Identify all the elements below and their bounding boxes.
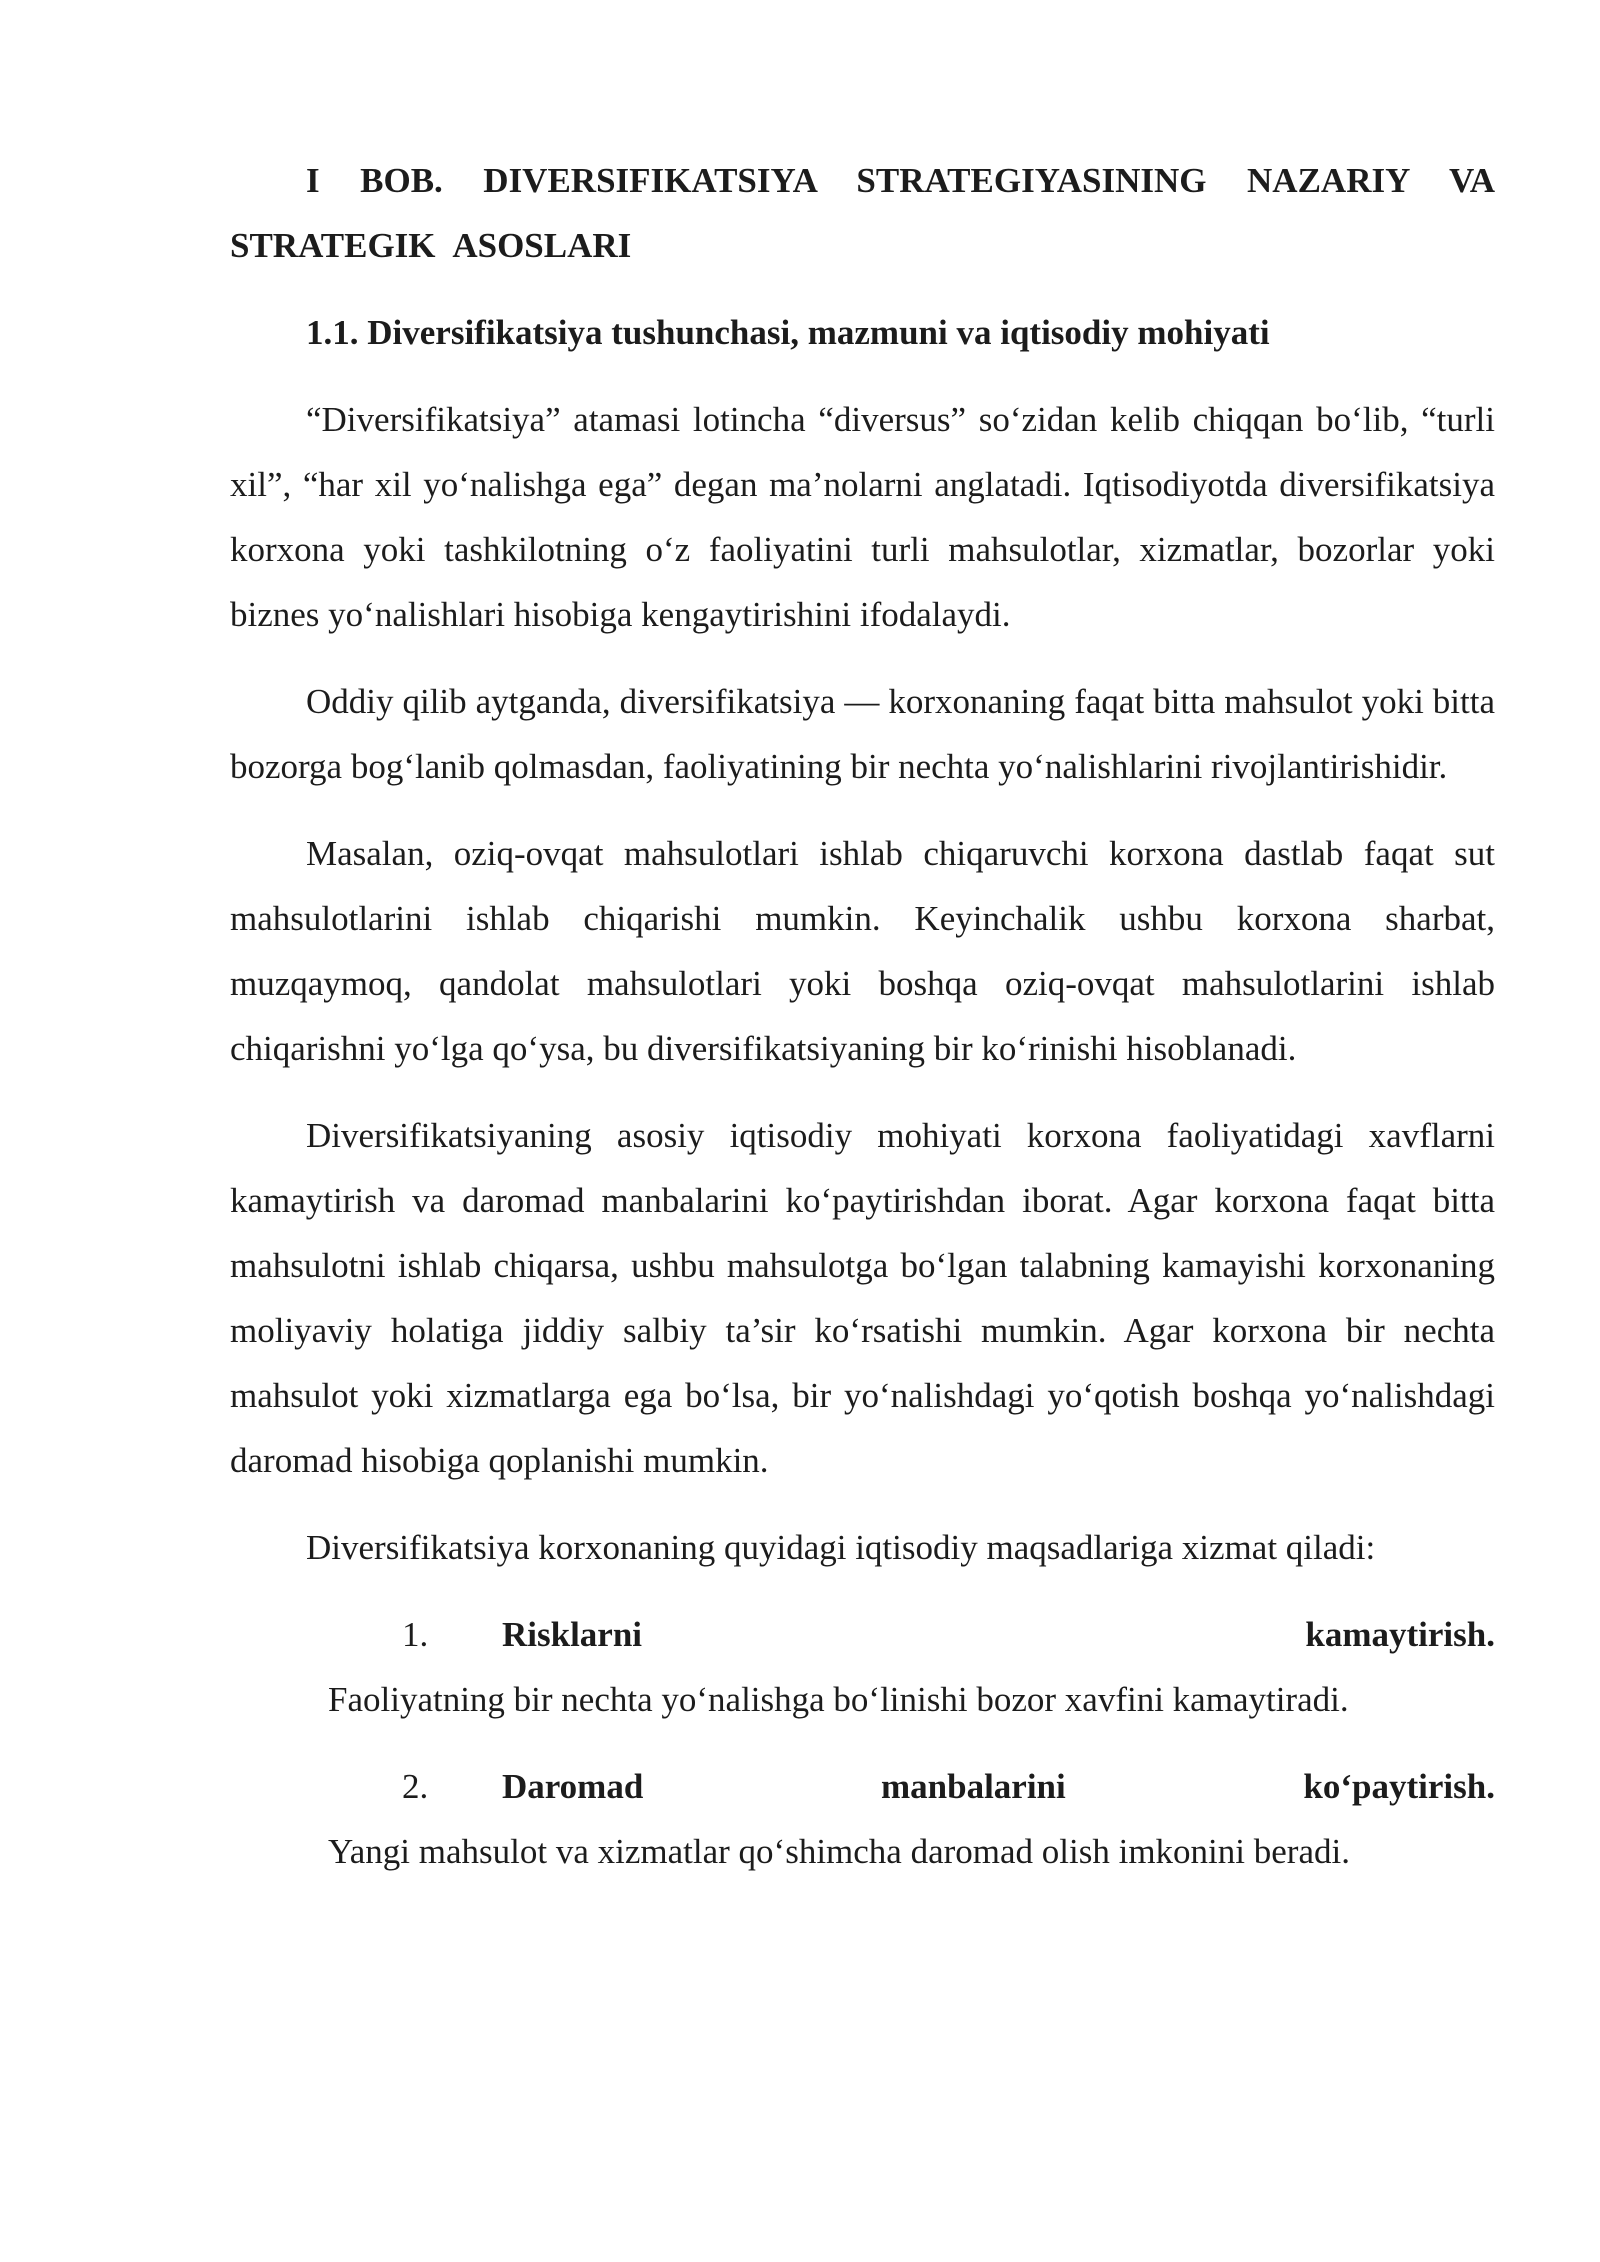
paragraph-goals-intro: Diversifikatsiya korxonaning quyidagi iqtisodiy maqsadlariga xizmat qiladi: [306,1528,1376,1567]
list-item-title-word: ko‘paytirish. [1303,1767,1495,1806]
list-item-title-word: Risklarni [502,1615,643,1654]
document-page [230,148,1495,1906]
list-item-title-word: manbalarini [880,1767,1066,1806]
list-item-income-growth [230,1754,1495,1884]
list-item-number: 1. [402,1615,429,1654]
list-item-risk-reduction [230,1602,1495,1732]
list-item-heading [230,1754,1495,1819]
paragraph-economic-essence: Diversifikatsiyaning asosiy iqtisodiy mohiyati korxona faoliyatidagi xavflarni kamaytirish va daromad manbalarini ko‘paytirishdan iborat. Agar korxona faqat bitta mahsulotni ishlab chiqarsa, ushbu mahsulotga bo‘lgan talabning kamayishi korxonaning moliyaviy holatiga jiddiy salbiy ta’sir ko‘rsatishi mumkin. Agar korxona bir nechta mahsulot yoki xizmatlarga ega bo‘lsa, bir yo‘nalishdagi yo‘qotish boshqa yo‘nalishdagi daromad hisobiga qoplanishi mumkin. [230,1116,1495,1480]
list-item-title-word: kamaytirish. [1305,1615,1495,1654]
list-item-description: Yangi mahsulot va xizmatlar qo‘shimcha daromad olish imkonini beradi. [328,1832,1350,1871]
list-item-heading [230,1602,1495,1667]
paragraph-example: Masalan, oziq-ovqat mahsulotlari ishlab chiqaruvchi korxona dastlab faqat sut mahsulotlarini ishlab chiqarishi mumkin. Keyinchalik ushbu korxona sharbat, muzqaymoq, qandolat mahsulotlari yoki boshqa oziq-ovqat mahsulotlarini ishlab chiqarishni yo‘lga qo‘ysa, bu diversifikatsiyaning bir ko‘rinishi hisoblanadi. [230,834,1495,1068]
chapter-title: I BOB. DIVERSIFIKATSIYA STRATEGIYASINING NAZARIY VA STRATEGIK ASOSLARI [230,161,1495,265]
list-item-title-word: Daromad [502,1767,644,1806]
list-item-description: Faoliyatning bir nechta yo‘nalishga bo‘linishi bozor xavfini kamaytiradi. [328,1680,1349,1719]
list-item-title [502,1602,1495,1667]
section-title: 1.1. Diversifikatsiya tushunchasi, mazmuni va iqtisodiy mohiyati [306,313,1270,352]
paragraph-simple-definition: Oddiy qilib aytganda, diversifikatsiya — korxonaning faqat bitta mahsulot yoki bitta bozorga bog‘lanib qolmasdan, faoliyatining bir nechta yo‘nalishlarini rivojlantirishidir. [230,682,1495,786]
paragraph-etymology: “Diversifikatsiya” atamasi lotincha “diversus” so‘zidan kelib chiqqan bo‘lib, “turli xil”, “har xil yo‘nalishga ega” degan ma’nolarni anglatadi. Iqtisodiyotda diversifikatsiya korxona yoki tashkilotning o‘z faoliyatini turli mahsulotlar, xizmatlar, bozorlar yoki biznes yo‘nalishlari hisobiga kengaytirishini ifodalaydi. [230,400,1495,634]
list-item-title [502,1754,1495,1819]
list-item-number: 2. [402,1767,429,1806]
